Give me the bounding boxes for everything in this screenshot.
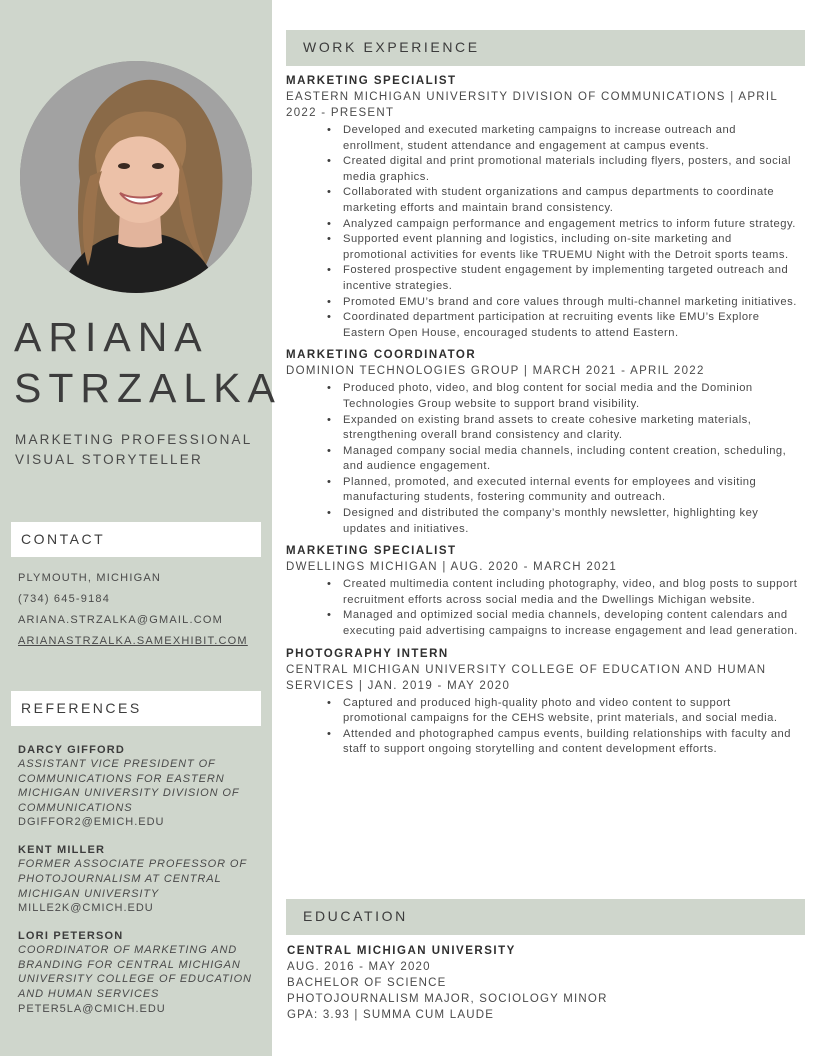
job-bullet: • Fostered prospective student engagement by implementing targeted outreach and incentive strategies.	[343, 263, 798, 294]
contact-website-link[interactable]: ARIANASTRZALKA.SAMEXHIBIT.COM	[18, 635, 248, 647]
references-list	[18, 743, 268, 1030]
contact-phone[interactable]: (734) 645-9184	[18, 593, 111, 605]
job-entry	[286, 646, 798, 758]
reference-item	[18, 743, 268, 829]
job-title: MARKETING SPECIALIST	[286, 545, 457, 558]
job-bullet: • Created digital and print promotional materials including flyers, posters, and social media graphics.	[343, 154, 798, 185]
reference-title: COORDINATOR OF MARKETING AND BRANDING FOR CENTRAL MICHIGAN UNIVERSITY COLLEGE OF EDUCATION AND HUMAN SERVICES	[18, 944, 252, 1000]
job-bullet: • Supported event planning and logistics, including on-site marketing and promotional activities for events like TRUEMU Night with the Detroit sports teams.	[343, 232, 798, 263]
education-degree: BACHELOR OF SCIENCE	[287, 977, 447, 989]
candidate-name	[14, 312, 282, 414]
job-organization: DWELLINGS MICHIGAN | AUG. 2020 - MARCH 2021	[286, 561, 618, 574]
job-bullet: • Attended and photographed campus events, building relationships with faculty and staff to support ongoing storytelling and content development efforts.	[343, 727, 798, 758]
reference-title: FORMER ASSOCIATE PROFESSOR OF PHOTOJOURNALISM AT CENTRAL MICHIGAN UNIVERSITY	[18, 858, 247, 900]
job-bullet: • Managed and optimized social media channels, developing content calendars and executing paid advertising campaigns to increase engagement and lead generation.	[343, 608, 798, 639]
job-bullet: • Promoted EMU’s brand and core values through multi-channel marketing initiatives.	[343, 295, 798, 311]
job-bullets	[286, 123, 798, 341]
job-bullet: • Created multimedia content including photography, video, and blog posts to support recruitment efforts across social media and the Dwellings Michigan website.	[343, 577, 798, 608]
job-bullets	[286, 381, 798, 537]
reference-email[interactable]: DGIFFOR2@EMICH.EDU	[18, 816, 165, 829]
education-gpa: GPA: 3.93 | SUMMA CUM LAUDE	[287, 1009, 495, 1021]
job-bullet: • Expanded on existing brand assets to create cohesive marketing materials, strengthening overall brand consistency and clarity.	[343, 413, 798, 444]
contact-location: PLYMOUTH, MICHIGAN	[18, 572, 162, 584]
job-entry	[286, 543, 798, 639]
job-title: MARKETING COORDINATOR	[286, 349, 477, 362]
job-entry	[286, 347, 798, 537]
education-dates: AUG. 2016 - MAY 2020	[287, 961, 431, 973]
job-bullet: • Developed and executed marketing campaigns to increase outreach and enrollment, student attendance and engagement at campus events.	[343, 123, 798, 154]
sidebar	[0, 0, 282, 1056]
reference-email[interactable]: MILLE2K@CMICH.EDU	[18, 902, 154, 915]
job-entry	[286, 73, 798, 341]
reference-email[interactable]: PETER5LA@CMICH.EDU	[18, 1002, 166, 1015]
profile-photo-illustration	[20, 61, 252, 293]
job-bullet: • Managed company social media channels, including content creation, scheduling, and audience engagement.	[343, 444, 798, 475]
job-bullet: • Produced photo, video, and blog content for social media and the Dominion Technologies Group website to support brand visibility.	[343, 381, 798, 412]
job-bullet: • Analyzed campaign performance and engagement metrics to inform future strategy.	[343, 217, 798, 233]
education-entry	[287, 943, 797, 1023]
tagline-line-2: VISUAL STORYTELLER	[15, 451, 203, 467]
references-heading: REFERENCES	[11, 691, 261, 726]
job-organization: CENTRAL MICHIGAN UNIVERSITY COLLEGE OF EDUCATION AND HUMAN SERVICES | JAN. 2019 - MAY 2020	[286, 663, 767, 692]
last-name: STRZALKA	[14, 365, 282, 411]
education-majors: PHOTOJOURNALISM MAJOR, SOCIOLOGY MINOR	[287, 993, 608, 1005]
tagline	[15, 430, 270, 469]
job-organization: EASTERN MICHIGAN UNIVERSITY DIVISION OF COMMUNICATIONS | APRIL 2022 - PRESENT	[286, 91, 778, 119]
tagline-line-1: MARKETING PROFESSIONAL	[15, 432, 253, 447]
education-school: CENTRAL MICHIGAN UNIVERSITY	[287, 945, 516, 957]
job-title: PHOTOGRAPHY INTERN	[286, 647, 449, 660]
job-bullet: • Designed and distributed the company’s monthly newsletter, highlighting key updates and initiatives.	[343, 506, 798, 537]
job-bullet: • Collaborated with student organizations and campus departments to coordinate marketing efforts and maintain brand consistency.	[343, 185, 798, 216]
reference-name: LORI PETERSON	[18, 930, 124, 943]
contact-email[interactable]: ARIANA.STRZALKA@GMAIL.COM	[18, 614, 223, 626]
job-title: MARKETING SPECIALIST	[286, 75, 457, 87]
job-bullet: • Captured and produced high-quality photo and video content to support promotional campaigns for the CEHS website, print materials, and social media.	[343, 696, 798, 727]
job-bullet: • Planned, promoted, and executed internal events for employees and visiting manufacturing students, fostering community and outreach.	[343, 475, 798, 506]
work-experience-heading: WORK EXPERIENCE	[286, 30, 805, 66]
work-experience-list	[286, 73, 798, 764]
contact-list	[18, 570, 248, 654]
reference-item	[18, 843, 268, 915]
first-name: ARIANA	[14, 314, 209, 360]
reference-name: KENT MILLER	[18, 844, 106, 857]
job-organization: DOMINION TECHNOLOGIES GROUP | MARCH 2021 - APRIL 2022	[286, 365, 705, 378]
reference-name: DARCY GIFFORD	[18, 744, 126, 756]
reference-title: ASSISTANT VICE PRESIDENT OF COMMUNICATIONS FOR EASTERN MICHIGAN UNIVERSITY DIVISION OF COMMUNICATIONS	[18, 758, 240, 814]
job-bullets	[286, 696, 798, 758]
job-bullets	[286, 577, 798, 639]
education-heading: EDUCATION	[286, 899, 805, 935]
profile-photo	[20, 61, 252, 293]
contact-heading: CONTACT	[11, 522, 261, 557]
job-bullet: • Coordinated department participation at recruiting events like EMU’s Explore Eastern Open House, encouraged students to attend Eastern.	[343, 310, 798, 341]
reference-item	[18, 929, 268, 1015]
